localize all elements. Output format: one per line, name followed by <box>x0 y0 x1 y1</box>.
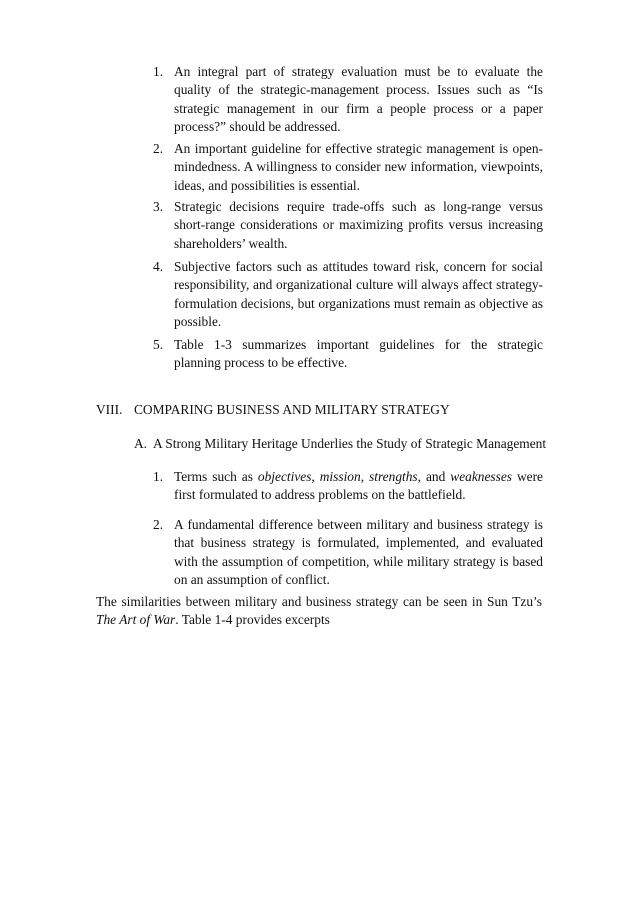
book-title: The Art of War <box>96 612 176 628</box>
list-text: Subjective factors such as attitudes toward risk, concern for social responsibility, and organizational culture will always affect strategy-formulation decisions, but organizations must remain as objective as possible. <box>174 259 543 330</box>
list-item <box>153 140 543 195</box>
closing-paragraph: The similarities between military and business strategy can be seen in Sun Tzu’s The Art of War. Table 1-4 provides excerpts <box>96 594 542 628</box>
list-text: A fundamental difference between military and business strategy is that business strategy is formulated, implemented, and evaluated with the assumption of competition, while military strategy is based on an assumption of conflict. <box>174 517 543 588</box>
list-number: 2. <box>153 141 164 156</box>
subsection-title: A Strong Military Heritage Underlies the Study of Strategic Management <box>153 436 547 451</box>
list-text: Strategic decisions require trade-offs such as long-range versus short-range considerations or maximizing profits versus increasing shareholders’ wealth. <box>174 199 543 251</box>
list-number: 5. <box>153 337 164 352</box>
list-text: An integral part of strategy evaluation must be to evaluate the quality of the strategic-management process. Issues such as “Is strategic management in our firm a people process or a paper process?” should be addressed. <box>174 64 543 135</box>
list-item <box>153 63 543 137</box>
list-item <box>153 258 543 332</box>
list-item <box>153 468 543 505</box>
emphasis-term: objectives <box>257 469 312 484</box>
emphasis-term: strengths <box>369 469 418 484</box>
list-text: An important guideline for effective strategic management is open-mindedness. A willingness to consider new information, viewpoints, ideas, and possibilities is essential. <box>174 141 543 193</box>
list-number: 3. <box>153 199 164 214</box>
list-number: 4. <box>153 259 164 274</box>
section-heading <box>96 401 556 419</box>
section-numeral: VIII. <box>96 402 123 417</box>
list-text: Terms such as objectives, mission, strengths, and weaknesses were first formulated to address problems on the battlefield. <box>174 469 543 503</box>
list-number: 2. <box>153 517 164 532</box>
list-item <box>153 516 543 590</box>
section-title: COMPARING BUSINESS AND MILITARY STRATEGY <box>134 402 450 417</box>
emphasis-term: mission <box>319 469 361 484</box>
subsection-letter: A. <box>134 436 148 451</box>
emphasis-term: weaknesses <box>450 469 512 484</box>
subsection-heading <box>134 435 554 453</box>
list-item <box>153 198 543 253</box>
list-number: 1. <box>153 469 164 484</box>
list-text: Table 1-3 summarizes important guidelines for the strategic planning process to be effective. <box>174 337 543 371</box>
list-number: 1. <box>153 64 164 79</box>
list-item <box>153 336 543 373</box>
